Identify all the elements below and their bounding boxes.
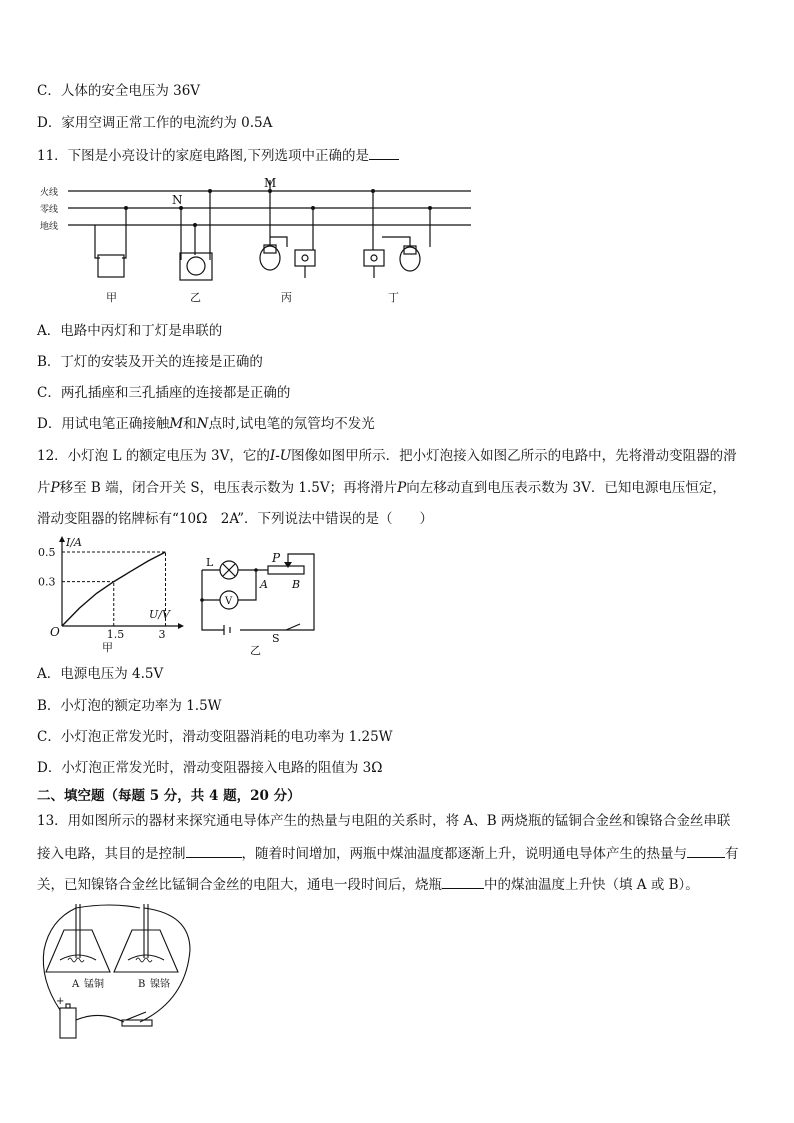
q13-stem-line3 [37,874,699,895]
oil-level-b [128,955,164,960]
q12-text: 移至 B 端，闭合开关 S，电压表示数为 1.5V；再将滑片 [59,480,398,496]
junction-dot [254,568,258,572]
q11-option-a: A．电路中丙灯和丁灯是串联的 [37,323,223,339]
q12-stem-line3: 滑动变阻器的铭牌标有“10Ω 2A”．下列说法中错误的是（ ） [37,511,434,527]
q10-option-c: C．人体的安全电压为 36V [37,83,201,99]
x-axis-arrow [178,623,184,629]
y-tick-label: 0.3 [38,575,56,589]
junction-dot [371,189,375,193]
q13-text: 有 [725,846,739,862]
q12-iu-chart [36,538,186,656]
q11-option-d-text: 点时,试电笔的氖管均不发光 [208,416,375,432]
q13-apparatus-figure [40,900,230,1050]
q13-text: 接入电路，其目的是控制 [37,846,186,862]
switch-blade [286,624,300,630]
junction-dot [311,206,315,210]
switch-ding [364,250,384,266]
y-axis-label: I/A [66,536,82,549]
flask-b [114,930,178,972]
x-tick-label: 1.5 [106,628,125,641]
switch-ding-knob [371,255,377,261]
origin-label: O [50,625,60,639]
figure-label-ding: 丁 [388,291,399,304]
q11-option-d-n: N [196,416,209,432]
answer-blank [442,874,484,889]
q13-stem-line1: 13．用如图所示的器材来探究通电导体产生的热量与电阻的关系时，将 A、B 两烧瓶的锰铜合金丝和镍铬合金丝串联 [37,813,731,829]
answer-blank [369,145,399,160]
rheostat [268,566,304,574]
q12-circuit-figure [196,548,326,658]
q11-option-d-m: M [169,416,184,432]
q11-option-b: B．丁灯的安装及开关的连接是正确的 [37,354,263,370]
switch-base [122,1020,152,1026]
q13-text: ，随着时间增加，两瓶中煤油温度都逐渐上升，说明通电导体产生的热量与 [241,846,687,862]
q11-household-circuit-figure [38,175,478,310]
socket-jia-lead-left [95,225,100,258]
q12-iu-symbol: I-U [269,448,292,464]
y-tick-label: 0.5 [38,546,56,559]
lamp-bing-bulb [260,246,280,270]
wire-battery-to-switch [76,1015,124,1022]
flask-a-wire-label: 锰铜 [84,979,104,990]
q11-stem [37,145,399,166]
two-hole-socket [98,255,124,277]
switch-bing-knob [302,255,308,261]
q13-text: 关，已知镍铬合金丝比锰铜合金丝的电阻大，通电一段时间后，烧瓶 [37,877,442,893]
flask-a-label: A [72,979,80,990]
x-tick-label: 3 [158,628,166,641]
socket-jia-lead-right [122,208,126,258]
oil-level-a [60,955,96,960]
voltmeter-right-wire [238,570,256,600]
q11-stem-text: 11．下图是小亮设计的家庭电路图,下列选项中正确的是 [37,148,369,164]
q12-p-symbol: P [397,480,407,496]
switch-bing [295,250,315,266]
slider-label: P [272,551,281,565]
voltmeter-label: V [225,596,233,607]
point-n-label: N [172,193,183,207]
y-axis-arrow [59,536,65,542]
flask-b-label: B [138,979,146,990]
heating-coil-b [136,958,152,962]
q12-option-b: B．小灯泡的额定功率为 1.5W [37,698,222,714]
neutral-wire-label: 零线 [40,205,59,215]
section-title: 二、填空题（每题 5 分，共 4 题，20 分） [37,788,301,804]
q12-option-d: D．小灯泡正常发光时，滑动变阻器接入电路的阻值为 3Ω [37,760,383,776]
slider-arrow [284,562,292,568]
switch-lever [126,1012,146,1020]
q12-p-symbol: P [50,480,60,496]
q12-text: 图像如图甲所示．把小灯泡接入如图乙所示的电路中，先将滑动变阻器的滑 [291,448,737,464]
q12-option-a: A．电源电压为 4.5V [37,666,164,682]
chart-caption: 甲 [102,641,113,654]
q11-option-d [37,414,375,434]
q12-text: 片 [37,480,51,496]
q11-option-d-text: D．用试电笔正确接触 [37,416,170,432]
junction-dot [124,206,128,210]
live-wire-label: 火线 [40,188,59,198]
battery-terminal [66,1004,70,1008]
switch-label: S [272,632,280,645]
answer-blank [186,843,242,858]
q12-stem-line2 [37,478,726,498]
junction-dot [193,223,197,227]
heating-coil-a [68,958,84,962]
flask-a [46,930,110,972]
point-m-label: M [264,176,277,190]
end-b-label: B [292,578,301,591]
ground-wire-label: 地线 [40,222,59,232]
q12-stem-line1 [37,446,737,466]
battery [60,1008,76,1038]
q11-option-d-text: 和 [183,416,197,432]
three-hole-face [187,257,205,275]
q10-option-d: D．家用空调正常工作的电流约为 0.5A [37,115,273,131]
lamp-ding-bulb [400,247,420,271]
lamp-label: L [206,556,214,569]
figure-label-yi: 乙 [190,291,201,304]
q12-text: 向左移动直到电压表示数为 3V．已知电源电压恒定， [406,480,726,496]
answer-blank [687,843,725,858]
junction-dot [428,206,432,210]
q13-text: 中的煤油温度上升快（填 A 或 B）。 [484,877,699,893]
flask-b-wire-label: 镍铬 [150,979,170,990]
wire-between-flasks [76,905,140,908]
battery-plus-label: + [56,996,65,1007]
circuit-caption: 乙 [250,644,261,657]
x-axis-label: U/V [149,608,170,621]
figure-label-bing: 丙 [281,291,292,304]
q12-text: 12．小灯泡 L 的额定电压为 3V，它的 [37,448,270,464]
q12-option-c: C．小灯泡正常发光时，滑动变阻器消耗的电功率为 1.25W [37,729,393,745]
q13-stem-line2 [37,843,739,864]
junction-dot [208,189,212,193]
junction-dot [200,598,204,602]
figure-label-jia: 甲 [106,291,117,304]
q11-option-c: C．两孔插座和三孔插座的连接都是正确的 [37,385,291,401]
end-a-label: A [260,578,268,591]
